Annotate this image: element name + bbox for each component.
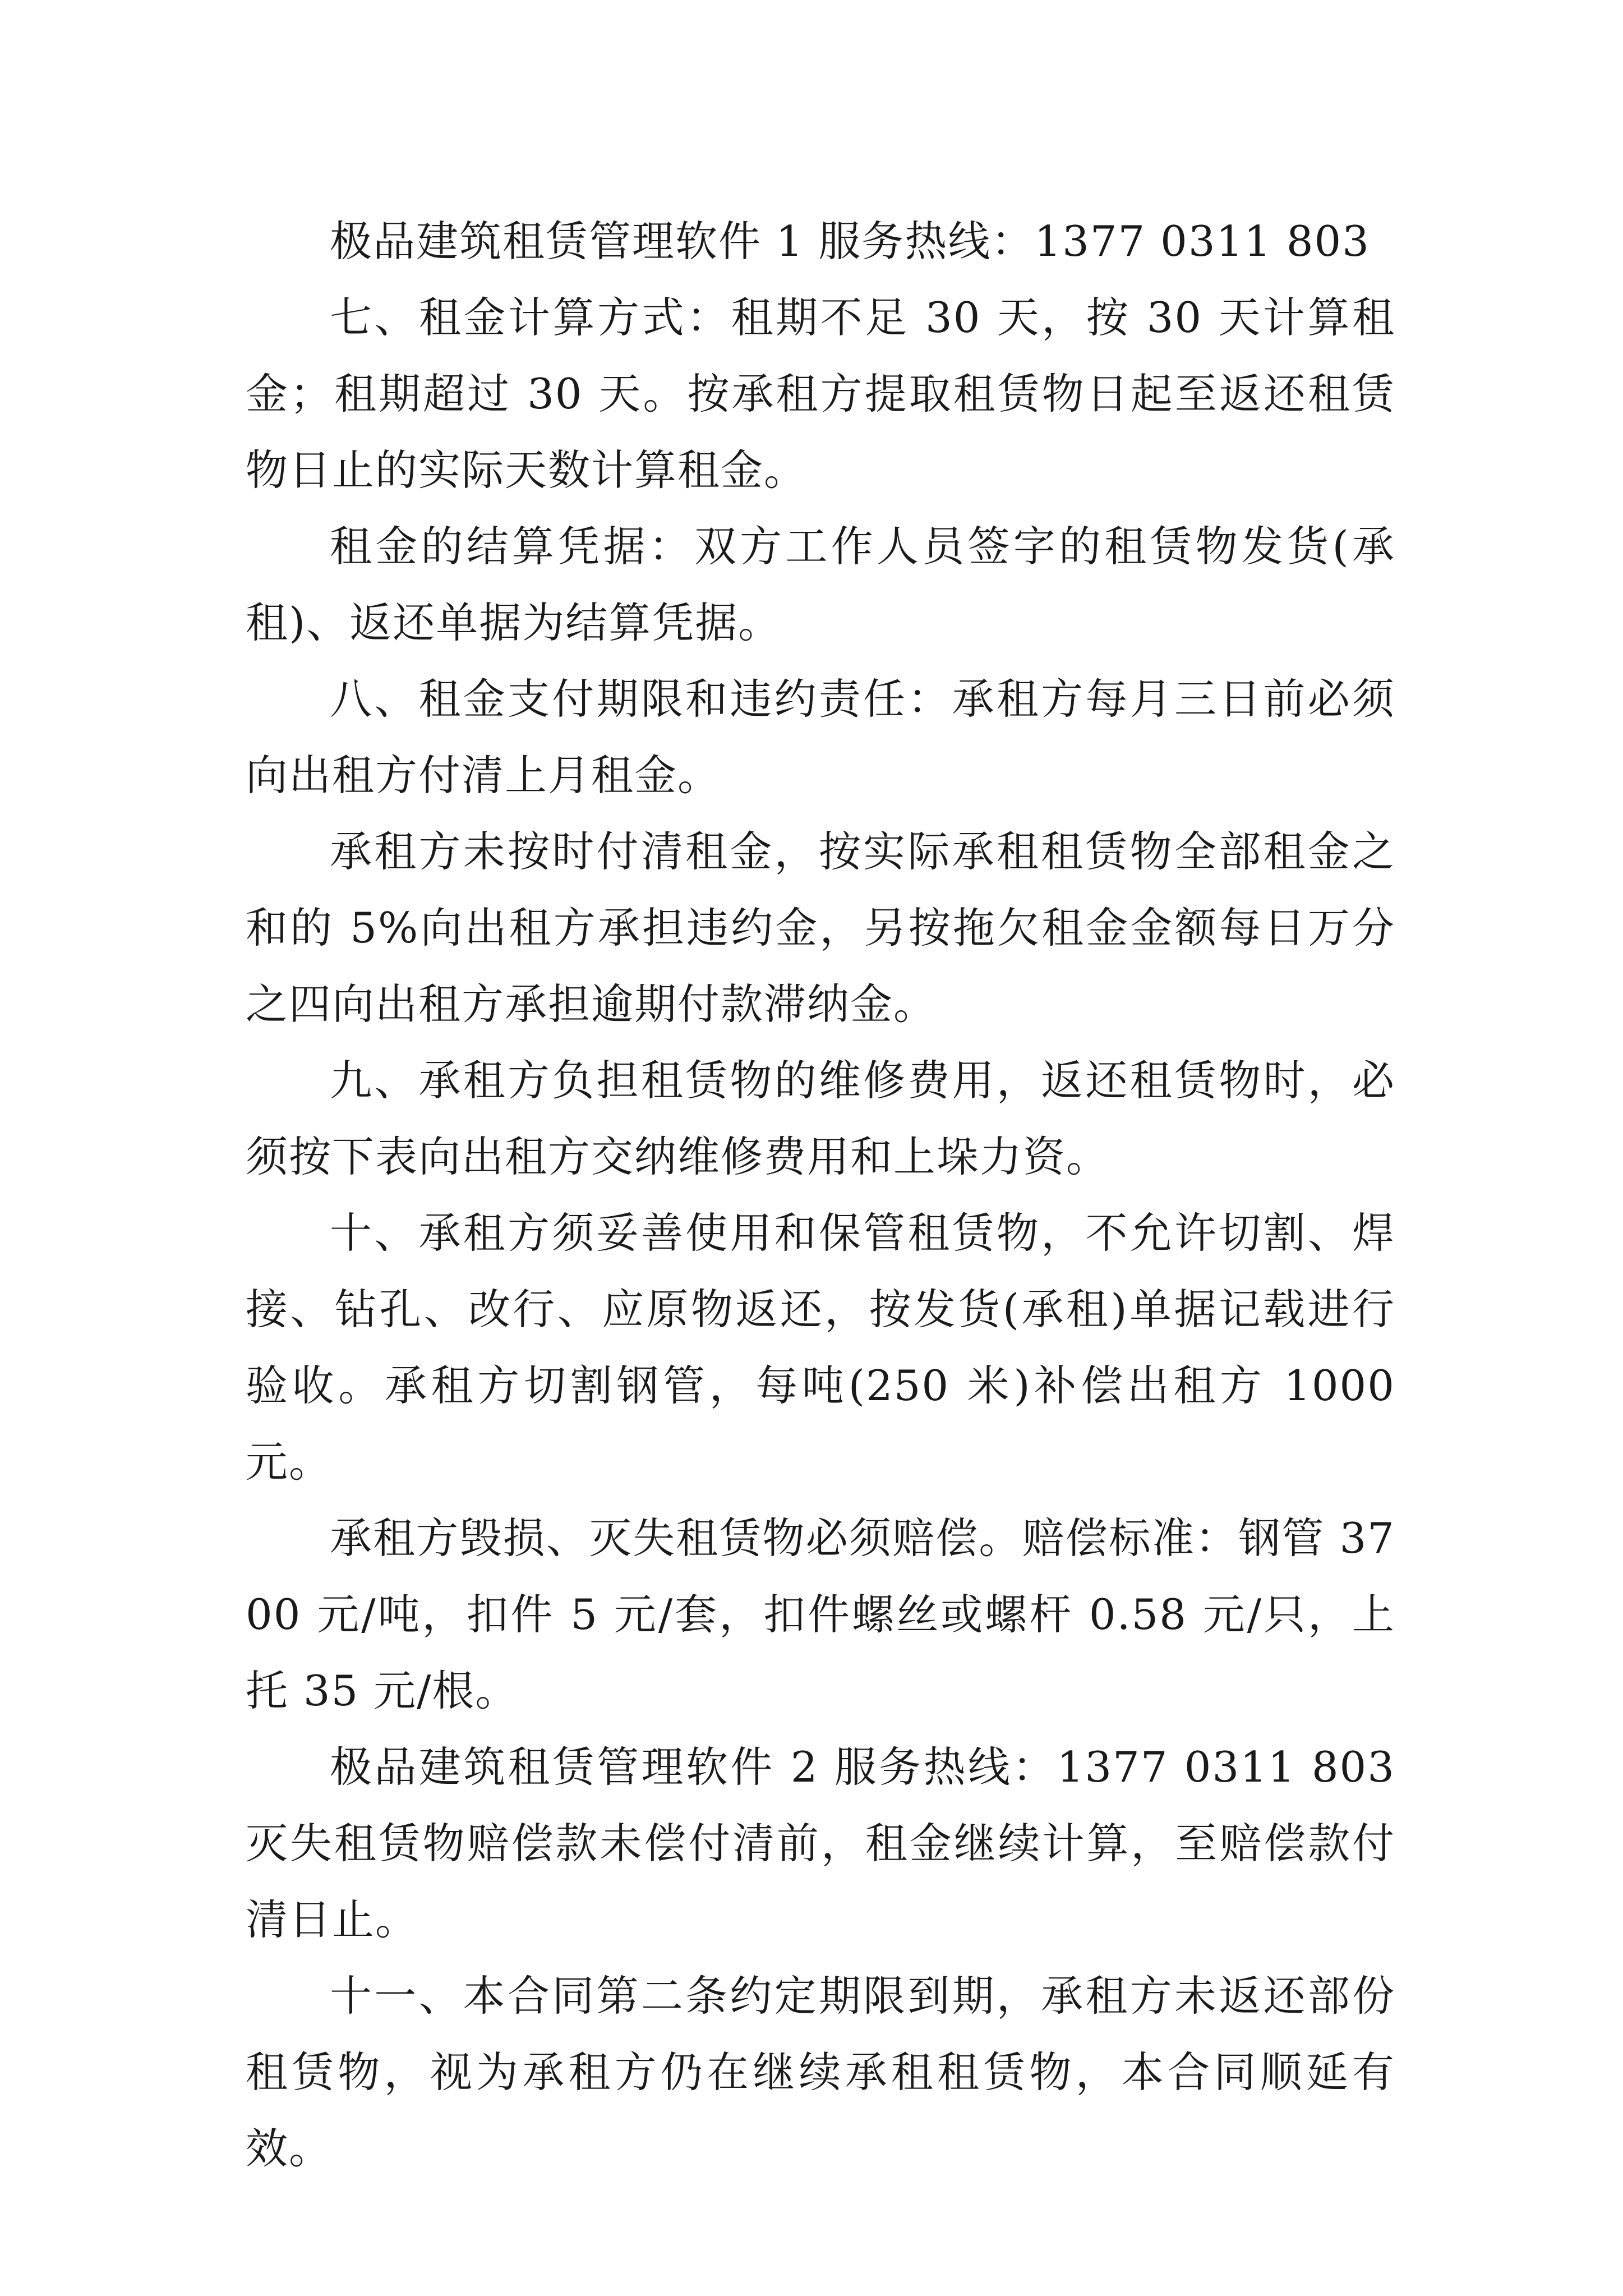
paragraph-clause-10: 十、承租方须妥善使用和保管租赁物，不允许切割、焊接、钻孔、改行、应原物返还，按发货(承租)单据记载进行验收。承租方切割钢管，每吨(250 米)补偿出租方 1000 元。: [246, 1208, 1395, 1487]
paragraph-compensation: 承租方毁损、灭失租赁物必须赔偿。赔偿标准：钢管 3700 元/吨，扣件 5 元/套，扣件螺丝或螺杆 0.58 元/只，上托 35 元/根。: [246, 1513, 1395, 1715]
document-body: [246, 203, 1395, 2187]
paragraph-settlement-basis: 租金的结算凭据：双方工作人员签字的租赁物发货(承租)、返还单据为结算凭据。: [246, 522, 1395, 647]
paragraph-clause-11: 十一、本合同第二条约定期限到期，承租方未返还部份租赁物，视为承租方仍在继续承租租赁物，本合同顺延有效。: [246, 1971, 1395, 2173]
paragraph-clause-7: 七、租金计算方式：租期不足 30 天，按 30 天计算租金；租期超过 30 天。按承租方提取租赁物日起至返还租赁物日止的实际天数计算租金。: [246, 293, 1395, 495]
paragraph-late-payment: 承租方未按时付清租金，按实际承租租赁物全部租金之和的 5%向出租方承担违约金，另按拖欠租金金额每日万分之四向出租方承担逾期付款滞纳金。: [246, 827, 1395, 1029]
paragraph-header-2: 极品建筑租赁管理软件 2 服务热线：1377 0311 803 灭失租赁物赔偿款未偿付清前，租金继续计算，至赔偿款付清日止。: [246, 1742, 1395, 1944]
paragraph-header-1: 极品建筑租赁管理软件 1 服务热线：1377 0311 803: [330, 217, 1370, 266]
paragraph-clause-8: 八、租金支付期限和违约责任：承租方每月三日前必须向出租方付清上月租金。: [246, 674, 1395, 800]
paragraph-clause-9: 九、承租方负担租赁物的维修费用，返还租赁物时，必须按下表向出租方交纳维修费用和上垛力资。: [246, 1056, 1395, 1181]
